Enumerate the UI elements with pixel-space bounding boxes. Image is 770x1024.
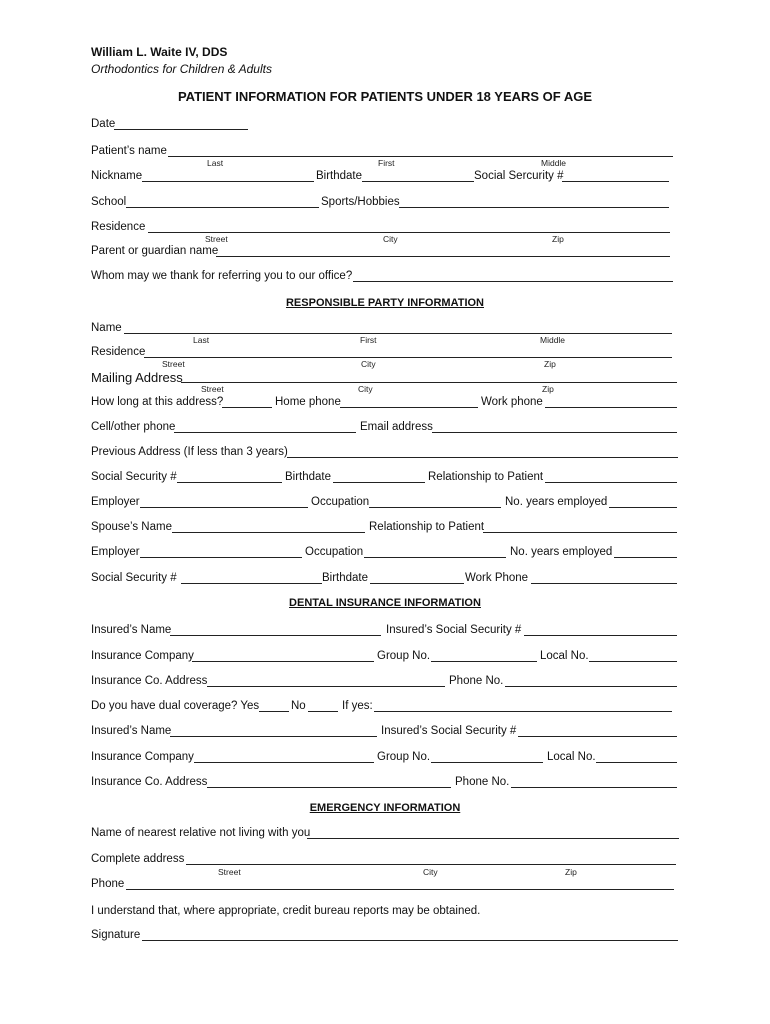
rp-relationship-field[interactable] [545, 482, 677, 483]
rp-work-phone-field[interactable] [545, 407, 677, 408]
nickname-field[interactable] [142, 181, 314, 182]
spouse-social-security-label: Social Security # [91, 572, 177, 584]
rp-middle-caption: Middle [540, 335, 566, 345]
dual-no-field[interactable] [308, 711, 338, 712]
rp-mailing-city-caption: City [358, 384, 373, 394]
patients-name-field[interactable] [168, 156, 673, 157]
insurance-phone-label: Phone No. [449, 675, 504, 687]
rp-home-phone-field[interactable] [340, 407, 478, 408]
rp-residence-field[interactable] [144, 357, 672, 358]
local-no-2-field[interactable] [596, 762, 677, 763]
rp-employer-label: Employer [91, 496, 140, 508]
rp-cell-phone-field[interactable] [174, 432, 356, 433]
emergency-heading: EMERGENCY INFORMATION [309, 802, 461, 814]
emergency-city-caption: City [423, 867, 438, 877]
group-no-label: Group No. [377, 650, 431, 662]
emergency-zip-caption: Zip [565, 867, 577, 877]
spouse-employer-field[interactable] [140, 557, 302, 558]
residence-label: Residence [91, 221, 146, 233]
patients-name-label: Patient’s name [91, 145, 167, 157]
rp-occupation-label: Occupation [311, 496, 370, 508]
rp-name-field[interactable] [124, 333, 672, 334]
spouse-social-security-field[interactable] [181, 583, 322, 584]
rp-how-long-label: How long at this address? [91, 396, 224, 408]
spouse-work-phone-label: Work Phone [465, 572, 529, 584]
date-field[interactable] [114, 129, 248, 130]
insurance-phone-2-field[interactable] [511, 787, 677, 788]
dual-yes-field[interactable] [259, 711, 289, 712]
insureds-ss-field[interactable] [524, 635, 677, 636]
insurance-address-label: Insurance Co. Address [91, 675, 208, 687]
insurance-address-field[interactable] [207, 686, 445, 687]
social-security-field[interactable] [562, 181, 669, 182]
residence-city-caption: City [383, 234, 398, 244]
rp-work-phone-label: Work phone [481, 396, 543, 408]
referral-label: Whom may we thank for referring you to our office? [91, 270, 353, 282]
rp-birthdate-label: Birthdate [285, 471, 332, 483]
parent-guardian-field[interactable] [216, 256, 670, 257]
residence-zip-caption: Zip [552, 234, 564, 244]
birthdate-field[interactable] [362, 181, 474, 182]
insurance-phone-2-label: Phone No. [455, 776, 510, 788]
insurance-company-field[interactable] [192, 661, 374, 662]
parent-guardian-label: Parent or guardian name [91, 245, 219, 257]
rp-years-employed-field[interactable] [609, 507, 677, 508]
rp-social-security-field[interactable] [177, 482, 282, 483]
spouse-employer-label: Employer [91, 546, 140, 558]
spouse-birthdate-field[interactable] [370, 583, 464, 584]
rp-name-label: Name [91, 322, 122, 334]
insurance-company-label: Insurance Company [91, 650, 194, 662]
insureds-name-field[interactable] [170, 635, 381, 636]
spouse-occupation-label: Occupation [305, 546, 364, 558]
spouse-name-label: Spouse’s Name [91, 521, 172, 533]
birthdate-label: Birthdate [316, 170, 363, 182]
rp-first-caption: First [360, 335, 377, 345]
local-no-field[interactable] [589, 661, 677, 662]
form-title: PATIENT INFORMATION FOR PATIENTS UNDER 18 YEARS OF AGE [177, 89, 593, 104]
insureds-name-label: Insured’s Name [91, 624, 172, 636]
insureds-name-2-label: Insured’s Name [91, 725, 172, 737]
signature-label: Signature [91, 929, 141, 941]
rp-last-caption: Last [193, 335, 210, 345]
insureds-ss-2-field[interactable] [518, 736, 677, 737]
spouse-relationship-field[interactable] [483, 532, 677, 533]
date-label: Date [91, 118, 116, 130]
spouse-relationship-label: Relationship to Patient [369, 521, 485, 533]
rp-mailing-field[interactable] [181, 382, 677, 383]
spouse-occupation-field[interactable] [364, 557, 506, 558]
doctor-name: William L. Waite IV, DDS [91, 45, 228, 59]
rp-relationship-label: Relationship to Patient [428, 471, 544, 483]
rp-mailing-street-caption: Street [201, 384, 224, 394]
insurance-company-2-field[interactable] [194, 762, 374, 763]
nearest-relative-label: Name of nearest relative not living with you [91, 827, 311, 839]
group-no-2-label: Group No. [377, 751, 431, 763]
insurance-address-2-field[interactable] [207, 787, 451, 788]
spouse-name-field[interactable] [172, 532, 365, 533]
insurance-heading: DENTAL INSURANCE INFORMATION [289, 597, 481, 609]
local-no-label: Local No. [540, 650, 589, 662]
group-no-field[interactable] [431, 661, 537, 662]
dual-coverage-label: Do you have dual coverage? Yes [91, 700, 260, 712]
rp-residence-city-caption: City [361, 359, 376, 369]
referral-field[interactable] [353, 281, 673, 282]
rp-how-long-field[interactable] [222, 407, 272, 408]
if-yes-field[interactable] [374, 711, 672, 712]
complete-address-field[interactable] [186, 864, 676, 865]
complete-address-label: Complete address [91, 853, 185, 865]
emergency-phone-label: Phone [91, 878, 125, 890]
credit-bureau-notice: I understand that, where appropriate, credit bureau reports may be obtained. [91, 905, 481, 917]
rp-occupation-field[interactable] [369, 507, 501, 508]
responsible-heading: RESPONSIBLE PARTY INFORMATION [285, 297, 484, 309]
if-yes-label: If yes: [342, 700, 373, 712]
group-no-2-field[interactable] [431, 762, 543, 763]
rp-residence-zip-caption: Zip [544, 359, 556, 369]
dual-no-label: No [291, 700, 306, 712]
rp-previous-address-label: Previous Address (If less than 3 years) [91, 446, 288, 458]
insurance-phone-field[interactable] [505, 686, 677, 687]
school-label: School [91, 196, 127, 208]
rp-email-field[interactable] [432, 432, 677, 433]
spouse-birthdate-label: Birthdate [322, 572, 369, 584]
signature-field[interactable] [142, 940, 678, 941]
insureds-name-2-field[interactable] [170, 736, 377, 737]
patient-first-caption: First [378, 158, 395, 168]
emergency-street-caption: Street [218, 867, 241, 877]
sports-hobbies-field[interactable] [399, 207, 669, 208]
rp-mailing-label: Mailing Address [91, 370, 183, 385]
spouse-work-phone-field[interactable] [531, 583, 677, 584]
school-field[interactable] [126, 207, 319, 208]
rp-employer-field[interactable] [140, 507, 308, 508]
insurance-company-2-label: Insurance Company [91, 751, 194, 763]
rp-email-label: Email address [360, 421, 433, 433]
nickname-label: Nickname [91, 170, 143, 182]
rp-residence-label: Residence [91, 346, 146, 358]
insureds-ss-label: Insured’s Social Security # [386, 624, 522, 636]
rp-years-employed-label: No. years employed [505, 496, 608, 508]
sports-hobbies-label: Sports/Hobbies [321, 196, 400, 208]
rp-residence-street-caption: Street [162, 359, 185, 369]
rp-cell-phone-label: Cell/other phone [91, 421, 176, 433]
rp-previous-address-field[interactable] [287, 457, 678, 458]
spouse-years-employed-field[interactable] [614, 557, 677, 558]
local-no-2-label: Local No. [547, 751, 596, 763]
spouse-years-employed-label: No. years employed [510, 546, 613, 558]
rp-birthdate-field[interactable] [333, 482, 425, 483]
nearest-relative-field[interactable] [307, 838, 679, 839]
residence-field[interactable] [148, 232, 670, 233]
rp-home-phone-label: Home phone [275, 396, 341, 408]
patient-last-caption: Last [207, 158, 224, 168]
rp-social-security-label: Social Security # [91, 471, 177, 483]
insureds-ss-2-label: Insured’s Social Security # [381, 725, 517, 737]
social-security-label: Social Sercurity # [474, 170, 564, 182]
residence-street-caption: Street [205, 234, 228, 244]
emergency-phone-field[interactable] [126, 889, 674, 890]
rp-mailing-zip-caption: Zip [542, 384, 554, 394]
patient-middle-caption: Middle [541, 158, 567, 168]
insurance-address-2-label: Insurance Co. Address [91, 776, 208, 788]
practice-tagline: Orthodontics for Children & Adults [91, 62, 272, 76]
